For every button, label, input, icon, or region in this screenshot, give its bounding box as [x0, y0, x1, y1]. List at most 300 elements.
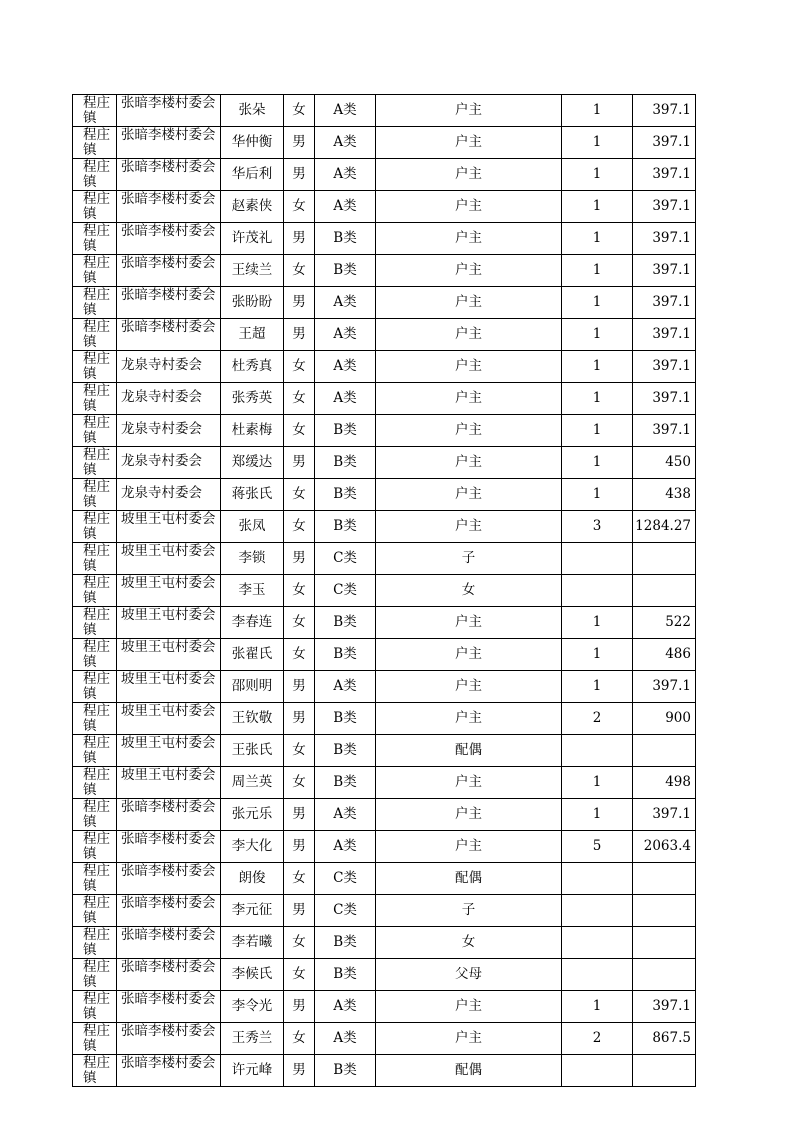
amount-cell: 397.1 [633, 191, 696, 223]
sex-cell: 女 [284, 607, 315, 639]
category-cell: C类 [315, 543, 376, 575]
amount-cell: 397.1 [633, 159, 696, 191]
sex-cell: 女 [284, 191, 315, 223]
village-cell [117, 159, 221, 191]
town-text: 程庄镇 [83, 959, 110, 990]
table-row [73, 1023, 696, 1055]
table-row [73, 319, 696, 351]
town-cell [73, 927, 117, 959]
village-text: 张暗李楼村委会 [121, 799, 216, 815]
table-row [73, 95, 696, 127]
table-row [73, 447, 696, 479]
town-text: 程庄镇 [83, 639, 110, 670]
category-cell: B类 [315, 927, 376, 959]
sex-cell: 男 [284, 159, 315, 191]
count-cell: 1 [562, 319, 633, 351]
sex-cell: 女 [284, 639, 315, 671]
table-row [73, 671, 696, 703]
relation-cell: 户主 [376, 991, 562, 1023]
count-cell [562, 959, 633, 991]
amount-cell: 397.1 [633, 287, 696, 319]
name-cell: 王超 [221, 319, 284, 351]
table-row [73, 767, 696, 799]
name-cell: 李大化 [221, 831, 284, 863]
town-cell [73, 191, 117, 223]
sex-cell: 女 [284, 351, 315, 383]
amount-cell: 498 [633, 767, 696, 799]
category-cell: A类 [315, 991, 376, 1023]
town-cell [73, 415, 117, 447]
sex-cell: 女 [284, 415, 315, 447]
relation-cell: 户主 [376, 831, 562, 863]
count-cell [562, 1055, 633, 1087]
name-cell: 华后利 [221, 159, 284, 191]
town-cell [73, 959, 117, 991]
relation-cell: 户主 [376, 767, 562, 799]
name-cell: 张秀英 [221, 383, 284, 415]
category-cell: A类 [315, 191, 376, 223]
village-text: 张暗李楼村委会 [121, 159, 216, 175]
village-text: 张暗李楼村委会 [121, 319, 216, 335]
town-cell [73, 223, 117, 255]
town-text: 程庄镇 [83, 991, 110, 1022]
relation-cell: 户主 [376, 191, 562, 223]
relation-cell: 户主 [376, 1023, 562, 1055]
table-row [73, 127, 696, 159]
amount-cell: 522 [633, 607, 696, 639]
village-text: 张暗李楼村委会 [121, 127, 216, 143]
village-text: 张暗李楼村委会 [121, 223, 216, 239]
name-cell: 李令光 [221, 991, 284, 1023]
roster-table [72, 94, 696, 1087]
village-text: 张暗李楼村委会 [121, 95, 216, 111]
town-cell [73, 127, 117, 159]
village-text: 龙泉寺村委会 [121, 453, 202, 469]
town-text: 程庄镇 [83, 1055, 110, 1086]
table-row [73, 543, 696, 575]
count-cell: 1 [562, 991, 633, 1023]
town-text: 程庄镇 [83, 159, 110, 190]
relation-cell: 子 [376, 543, 562, 575]
table-row [73, 287, 696, 319]
amount-cell: 438 [633, 479, 696, 511]
name-cell: 李候氏 [221, 959, 284, 991]
table-row [73, 959, 696, 991]
sex-cell: 男 [284, 447, 315, 479]
category-cell: B类 [315, 703, 376, 735]
sex-cell: 女 [284, 479, 315, 511]
amount-cell: 397.1 [633, 255, 696, 287]
name-cell: 张朵 [221, 95, 284, 127]
count-cell [562, 735, 633, 767]
village-text: 龙泉寺村委会 [121, 357, 202, 373]
town-text: 程庄镇 [83, 287, 110, 318]
relation-cell: 户主 [376, 415, 562, 447]
town-text: 程庄镇 [83, 319, 110, 350]
village-cell [117, 927, 221, 959]
name-cell: 郑缓达 [221, 447, 284, 479]
sex-cell: 女 [284, 959, 315, 991]
name-cell: 周兰英 [221, 767, 284, 799]
village-text: 坡里王屯村委会 [121, 703, 216, 719]
count-cell [562, 895, 633, 927]
town-cell [73, 1055, 117, 1087]
name-cell: 王钦敬 [221, 703, 284, 735]
table-row [73, 383, 696, 415]
name-cell: 邵则明 [221, 671, 284, 703]
town-text: 程庄镇 [83, 831, 110, 862]
town-cell [73, 447, 117, 479]
relation-cell: 女 [376, 927, 562, 959]
count-cell: 1 [562, 799, 633, 831]
relation-cell: 户主 [376, 671, 562, 703]
sex-cell: 男 [284, 543, 315, 575]
relation-cell: 配偶 [376, 863, 562, 895]
town-cell [73, 255, 117, 287]
count-cell: 5 [562, 831, 633, 863]
category-cell: C类 [315, 863, 376, 895]
table-row [73, 639, 696, 671]
count-cell: 2 [562, 703, 633, 735]
table-row [73, 607, 696, 639]
count-cell: 1 [562, 607, 633, 639]
amount-cell: 397.1 [633, 991, 696, 1023]
amount-cell: 2063.4 [633, 831, 696, 863]
village-text: 龙泉寺村委会 [121, 485, 202, 501]
town-text: 程庄镇 [83, 479, 110, 510]
name-cell: 许茂礼 [221, 223, 284, 255]
town-cell [73, 543, 117, 575]
village-cell [117, 287, 221, 319]
category-cell: B类 [315, 415, 376, 447]
relation-cell: 户主 [376, 127, 562, 159]
town-cell [73, 895, 117, 927]
town-cell [73, 767, 117, 799]
village-text: 坡里王屯村委会 [121, 607, 216, 623]
town-cell [73, 831, 117, 863]
town-text: 程庄镇 [83, 703, 110, 734]
village-text: 坡里王屯村委会 [121, 511, 216, 527]
town-cell [73, 991, 117, 1023]
village-text: 龙泉寺村委会 [121, 421, 202, 437]
amount-cell: 397.1 [633, 671, 696, 703]
village-text: 张暗李楼村委会 [121, 927, 216, 943]
category-cell: A类 [315, 831, 376, 863]
village-cell [117, 1023, 221, 1055]
category-cell: B类 [315, 479, 376, 511]
town-text: 程庄镇 [83, 415, 110, 446]
village-text: 坡里王屯村委会 [121, 639, 216, 655]
table-row [73, 351, 696, 383]
sex-cell: 女 [284, 735, 315, 767]
name-cell: 许元峰 [221, 1055, 284, 1087]
count-cell: 1 [562, 95, 633, 127]
relation-cell: 户主 [376, 351, 562, 383]
table-row [73, 255, 696, 287]
village-text: 张暗李楼村委会 [121, 863, 216, 879]
count-cell: 1 [562, 415, 633, 447]
village-text: 张暗李楼村委会 [121, 191, 216, 207]
sex-cell: 男 [284, 223, 315, 255]
sex-cell: 男 [284, 703, 315, 735]
town-text: 程庄镇 [83, 927, 110, 958]
table-row [73, 191, 696, 223]
village-text: 龙泉寺村委会 [121, 389, 202, 405]
amount-cell [633, 895, 696, 927]
sex-cell: 女 [284, 1023, 315, 1055]
table-row [73, 159, 696, 191]
name-cell: 李元征 [221, 895, 284, 927]
village-cell [117, 831, 221, 863]
town-text: 程庄镇 [83, 799, 110, 830]
village-cell [117, 95, 221, 127]
count-cell [562, 575, 633, 607]
village-text: 张暗李楼村委会 [121, 895, 216, 911]
town-text: 程庄镇 [83, 1023, 110, 1054]
town-text: 程庄镇 [83, 351, 110, 382]
amount-cell [633, 959, 696, 991]
name-cell: 赵素侠 [221, 191, 284, 223]
amount-cell: 397.1 [633, 351, 696, 383]
relation-cell: 户主 [376, 511, 562, 543]
sex-cell: 男 [284, 831, 315, 863]
count-cell: 1 [562, 639, 633, 671]
table-row [73, 799, 696, 831]
town-cell [73, 95, 117, 127]
table-row [73, 223, 696, 255]
village-text: 坡里王屯村委会 [121, 767, 216, 783]
village-text: 坡里王屯村委会 [121, 671, 216, 687]
town-text: 程庄镇 [83, 575, 110, 606]
sex-cell: 女 [284, 383, 315, 415]
count-cell [562, 927, 633, 959]
relation-cell: 户主 [376, 703, 562, 735]
count-cell: 1 [562, 127, 633, 159]
sex-cell: 男 [284, 671, 315, 703]
count-cell: 1 [562, 447, 633, 479]
relation-cell: 户主 [376, 383, 562, 415]
village-text: 张暗李楼村委会 [121, 287, 216, 303]
relation-cell: 子 [376, 895, 562, 927]
name-cell: 杜素梅 [221, 415, 284, 447]
relation-cell: 户主 [376, 639, 562, 671]
village-text: 张暗李楼村委会 [121, 991, 216, 1007]
count-cell: 1 [562, 767, 633, 799]
category-cell: C类 [315, 575, 376, 607]
relation-cell: 配偶 [376, 735, 562, 767]
category-cell: B类 [315, 447, 376, 479]
table-row [73, 895, 696, 927]
category-cell: C类 [315, 895, 376, 927]
town-cell [73, 319, 117, 351]
name-cell: 朗俊 [221, 863, 284, 895]
amount-cell [633, 543, 696, 575]
amount-cell [633, 735, 696, 767]
village-cell [117, 991, 221, 1023]
village-cell [117, 511, 221, 543]
town-text: 程庄镇 [83, 447, 110, 478]
category-cell: A类 [315, 287, 376, 319]
category-cell: A类 [315, 383, 376, 415]
village-cell [117, 127, 221, 159]
village-cell [117, 767, 221, 799]
village-text: 张暗李楼村委会 [121, 1055, 216, 1071]
count-cell: 1 [562, 383, 633, 415]
village-cell [117, 703, 221, 735]
town-text: 程庄镇 [83, 735, 110, 766]
amount-cell [633, 863, 696, 895]
amount-cell: 867.5 [633, 1023, 696, 1055]
name-cell: 杜秀真 [221, 351, 284, 383]
town-text: 程庄镇 [83, 255, 110, 286]
relation-cell: 户主 [376, 287, 562, 319]
name-cell: 张凤 [221, 511, 284, 543]
count-cell: 1 [562, 671, 633, 703]
town-cell [73, 863, 117, 895]
town-text: 程庄镇 [83, 863, 110, 894]
village-cell [117, 1055, 221, 1087]
village-cell [117, 415, 221, 447]
town-text: 程庄镇 [83, 543, 110, 574]
village-cell [117, 351, 221, 383]
count-cell: 1 [562, 191, 633, 223]
sex-cell: 女 [284, 863, 315, 895]
sex-cell: 男 [284, 991, 315, 1023]
count-cell: 1 [562, 479, 633, 511]
table-row [73, 735, 696, 767]
sex-cell: 女 [284, 95, 315, 127]
village-cell [117, 639, 221, 671]
table-row [73, 703, 696, 735]
category-cell: B类 [315, 735, 376, 767]
category-cell: B类 [315, 767, 376, 799]
village-cell [117, 959, 221, 991]
sex-cell: 女 [284, 767, 315, 799]
amount-cell: 397.1 [633, 223, 696, 255]
town-text: 程庄镇 [83, 607, 110, 638]
category-cell: B类 [315, 607, 376, 639]
relation-cell: 户主 [376, 447, 562, 479]
category-cell: B类 [315, 959, 376, 991]
category-cell: A类 [315, 799, 376, 831]
table-row [73, 479, 696, 511]
table-row [73, 575, 696, 607]
village-cell [117, 671, 221, 703]
count-cell: 3 [562, 511, 633, 543]
town-text: 程庄镇 [83, 511, 110, 542]
town-cell [73, 479, 117, 511]
town-cell [73, 511, 117, 543]
sex-cell: 男 [284, 895, 315, 927]
amount-cell: 900 [633, 703, 696, 735]
village-cell [117, 735, 221, 767]
name-cell: 李锁 [221, 543, 284, 575]
relation-cell: 户主 [376, 255, 562, 287]
category-cell: A类 [315, 351, 376, 383]
table-row [73, 831, 696, 863]
name-cell: 张盼盼 [221, 287, 284, 319]
town-text: 程庄镇 [83, 95, 110, 126]
amount-cell: 486 [633, 639, 696, 671]
town-cell [73, 799, 117, 831]
amount-cell: 450 [633, 447, 696, 479]
village-text: 坡里王屯村委会 [121, 543, 216, 559]
relation-cell: 户主 [376, 159, 562, 191]
amount-cell: 397.1 [633, 319, 696, 351]
town-cell [73, 1023, 117, 1055]
name-cell: 李春连 [221, 607, 284, 639]
sex-cell: 女 [284, 927, 315, 959]
village-cell [117, 799, 221, 831]
category-cell: A类 [315, 95, 376, 127]
roster-body [73, 95, 696, 1087]
count-cell [562, 863, 633, 895]
town-cell [73, 575, 117, 607]
amount-cell: 397.1 [633, 799, 696, 831]
name-cell: 蒋张氏 [221, 479, 284, 511]
town-text: 程庄镇 [83, 383, 110, 414]
amount-cell: 397.1 [633, 127, 696, 159]
amount-cell [633, 1055, 696, 1087]
village-text: 张暗李楼村委会 [121, 831, 216, 847]
relation-cell: 户主 [376, 479, 562, 511]
sex-cell: 女 [284, 575, 315, 607]
village-cell [117, 383, 221, 415]
amount-cell [633, 927, 696, 959]
category-cell: A类 [315, 1023, 376, 1055]
sex-cell: 男 [284, 127, 315, 159]
table-row [73, 1055, 696, 1087]
sex-cell: 男 [284, 799, 315, 831]
amount-cell [633, 575, 696, 607]
village-cell [117, 863, 221, 895]
count-cell: 1 [562, 223, 633, 255]
town-text: 程庄镇 [83, 127, 110, 158]
town-text: 程庄镇 [83, 671, 110, 702]
name-cell: 李若曦 [221, 927, 284, 959]
village-cell [117, 191, 221, 223]
town-cell [73, 639, 117, 671]
table-row [73, 415, 696, 447]
name-cell: 张翟氏 [221, 639, 284, 671]
category-cell: B类 [315, 511, 376, 543]
village-cell [117, 575, 221, 607]
relation-cell: 户主 [376, 799, 562, 831]
village-cell [117, 895, 221, 927]
town-cell [73, 671, 117, 703]
name-cell: 王秀兰 [221, 1023, 284, 1055]
town-text: 程庄镇 [83, 767, 110, 798]
count-cell: 1 [562, 287, 633, 319]
table-row [73, 927, 696, 959]
relation-cell: 户主 [376, 319, 562, 351]
town-cell [73, 383, 117, 415]
village-text: 坡里王屯村委会 [121, 735, 216, 751]
relation-cell: 配偶 [376, 1055, 562, 1087]
name-cell: 张元乐 [221, 799, 284, 831]
village-text: 张暗李楼村委会 [121, 255, 216, 271]
village-text: 坡里王屯村委会 [121, 575, 216, 591]
table-row [73, 991, 696, 1023]
sex-cell: 男 [284, 287, 315, 319]
amount-cell: 397.1 [633, 415, 696, 447]
name-cell: 李玉 [221, 575, 284, 607]
count-cell: 1 [562, 351, 633, 383]
category-cell: A类 [315, 319, 376, 351]
count-cell: 2 [562, 1023, 633, 1055]
town-cell [73, 287, 117, 319]
sex-cell: 男 [284, 319, 315, 351]
